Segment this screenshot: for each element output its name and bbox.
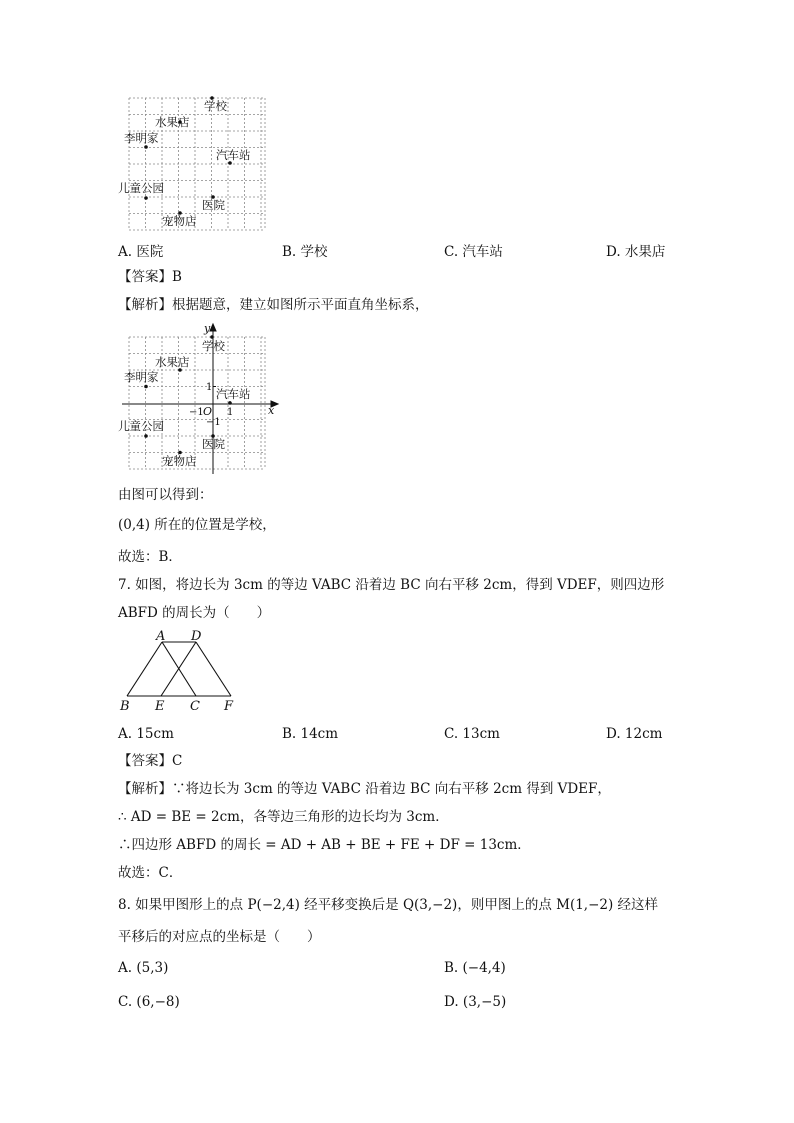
li-ming-home-point: [144, 145, 148, 149]
q6-conclusion-1: 由图可以得到：: [118, 487, 213, 503]
q7-option-b[interactable]: B. 14cm: [282, 726, 339, 742]
q7-option-a[interactable]: A. 15cm: [118, 726, 174, 742]
x-tick-neg1: −1: [189, 407, 204, 418]
label-f: F: [224, 699, 234, 714]
pet-shop-label: 宠物店: [162, 214, 197, 228]
q6-option-c[interactable]: C. 汽车站: [444, 244, 503, 260]
map-grid-figure: [118, 92, 278, 232]
translated-triangles-figure: [115, 628, 245, 714]
svg-text:汽车站: 汽车站: [216, 387, 251, 401]
q8-option-c[interactable]: C. (6,−8): [118, 994, 180, 1010]
label-b: B: [120, 699, 130, 714]
q7-stem-line-1: 7. 如图，将边长为 3cm 的等边 VABC 沿着边 BC 向右平移 2cm，得到 VDEF，则四边形: [118, 577, 665, 593]
q7-stem-line-2: ABFD 的周长为（ ）: [118, 605, 271, 621]
q7-answer: 【答案】C: [118, 753, 183, 769]
label-c: C: [190, 699, 200, 714]
bus-station-label: 汽车站: [216, 148, 251, 162]
li-ming-home-label: 李明家: [124, 131, 159, 145]
q8-option-d[interactable]: D. (3,−5): [444, 994, 507, 1010]
label-d: D: [191, 629, 202, 644]
y-tick-neg1: −1: [206, 417, 221, 428]
q7-analysis-1: 【解析】∵将边长为 3cm 的等边 VABC 沿着边 BC 向右平移 2cm 得到 VDEF，: [118, 781, 611, 797]
x-tick-1: 1: [227, 407, 234, 418]
coordinate-grid-figure: [118, 322, 283, 474]
park-point: [144, 196, 148, 200]
q6-option-a[interactable]: A. 医院: [118, 244, 164, 260]
q7-option-d[interactable]: D. 12cm: [606, 726, 663, 742]
q7-final: 故选：C．: [118, 865, 183, 881]
q8-stem-line-2: 平移后的对应点的坐标是（ ）: [118, 929, 321, 945]
q8-stem-line-1: 8. 如果甲图形上的点 P(−2,4) 经平移变换后是 Q(3,−2)，则甲图上的点 M(1,−2) 经这样: [118, 897, 659, 913]
label-a: A: [156, 629, 166, 644]
q6-option-b[interactable]: B. 学校: [282, 244, 328, 260]
y-axis-label: y: [204, 322, 211, 335]
q6-answer: 【答案】B: [118, 269, 182, 285]
q6-conclusion-2: (0,4) 所在的位置是学校，: [118, 517, 276, 533]
q6-final: 故选：B．: [118, 549, 182, 565]
svg-text:儿童公园: 儿童公园: [118, 419, 164, 433]
svg-text:医院: 医院: [202, 437, 225, 451]
q7-option-c[interactable]: C. 13cm: [444, 726, 500, 742]
q7-analysis-2: ∴ AD = BE = 2cm，各等边三角形的边长均为 3cm．: [118, 809, 449, 825]
fruit-shop-label: 水果店: [155, 115, 190, 129]
q8-option-b[interactable]: B. (−4,4): [444, 960, 506, 976]
svg-text:水果店: 水果店: [155, 355, 190, 369]
svg-text:学校: 学校: [202, 339, 225, 353]
park-label: 儿童公园: [118, 181, 164, 195]
hospital-label: 医院: [202, 198, 225, 212]
svg-text:李明家: 李明家: [124, 370, 159, 384]
x-axis-label: x: [268, 404, 275, 417]
q7-analysis-3: ∴四边形 ABFD 的周长 = AD + AB + BE + FE + DF = 13cm．: [118, 837, 531, 853]
school-label: 学校: [204, 99, 227, 113]
y-tick-1: 1: [206, 382, 213, 393]
q6-option-d[interactable]: D. 水果店: [606, 244, 666, 260]
label-e: E: [155, 699, 165, 714]
svg-text:宠物店: 宠物店: [162, 454, 197, 468]
q8-option-a[interactable]: A. (5,3): [118, 960, 169, 976]
origin-label: O: [203, 405, 213, 418]
q6-analysis-intro: 【解析】根据题意，建立如图所示平面直角坐标系，: [118, 297, 429, 313]
